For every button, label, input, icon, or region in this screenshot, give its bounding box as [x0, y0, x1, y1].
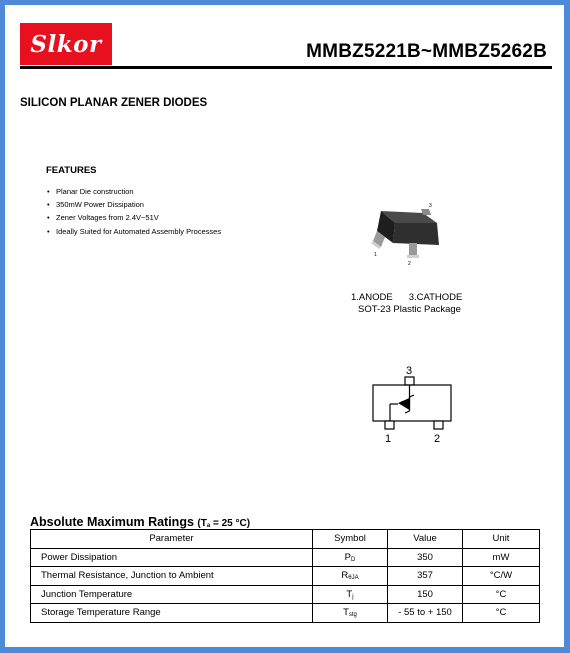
datasheet-page: [5, 5, 564, 647]
pin3-description: 3.CATHODE: [408, 292, 463, 303]
parameter-cell: Storage Temperature Range: [31, 604, 313, 623]
schematic-pin1-label: 1: [385, 433, 392, 445]
schematic-pin3-pad: [405, 377, 414, 385]
ratings-table: [30, 529, 540, 623]
features-heading: FEATURES: [46, 165, 97, 176]
schematic-pin3-label: 3: [406, 365, 413, 377]
parameter-cell: Thermal Resistance, Junction to Ambient: [31, 567, 313, 586]
part-range-title: MMBZ5221B~MMBZ5262B: [306, 41, 547, 62]
pin1-description: 1.ANODE: [351, 292, 393, 303]
symbol-main: P: [344, 551, 351, 563]
condition-sub: a: [206, 523, 211, 529]
symbol-sub: D: [351, 556, 356, 563]
unit-cell: °C: [463, 604, 540, 623]
parameter-cell: Power Dissipation: [31, 548, 313, 567]
feature-item: • Zener Voltages from 2.4V~51V: [47, 211, 221, 224]
package-pin-label: 2: [408, 261, 411, 267]
symbol-sub: stg: [348, 612, 357, 619]
symbol-cell: [313, 567, 388, 586]
symbol-cell: [313, 548, 388, 567]
symbol-sub: θJA: [348, 575, 359, 582]
package-description: SOT-23 Plastic Package: [358, 304, 461, 315]
header-rule: [20, 66, 552, 69]
schematic-pin1-pad: [385, 421, 394, 429]
pin-description: [351, 292, 462, 303]
features-list: [47, 185, 221, 238]
unit-cell: °C: [463, 585, 540, 604]
header-parameter: Parameter: [31, 530, 313, 549]
header-unit: Unit: [463, 530, 540, 549]
parameter-cell: Junction Temperature: [31, 585, 313, 604]
document-title: SILICON PLANAR ZENER DIODES: [20, 97, 208, 109]
schematic-pin2-pad: [434, 421, 443, 429]
unit-cell: mW: [463, 548, 540, 567]
header-value: Value: [388, 530, 463, 549]
ratings-condition: [197, 518, 250, 529]
sot23-package-image: [365, 201, 445, 271]
table-row: [31, 604, 540, 623]
symbol-main: T: [346, 588, 353, 600]
value-cell: 350: [388, 548, 463, 567]
symbol-cell: [313, 604, 388, 623]
feature-item: • Ideally Suited for Automated Assembly Processes: [47, 225, 221, 238]
symbol-cell: [313, 585, 388, 604]
ratings-title-text: Absolute Maximum Ratings: [30, 515, 194, 529]
value-cell: 357: [388, 567, 463, 586]
condition-close: = 25 °C): [210, 518, 251, 529]
schematic-body: [373, 385, 451, 421]
table-row: [31, 585, 540, 604]
symbol-sub: j: [352, 593, 354, 600]
condition-open: (T: [197, 518, 207, 529]
schematic-pin2-label: 2: [434, 433, 441, 445]
zener-diode-symbol: [398, 398, 410, 410]
pinout-schematic: [365, 360, 465, 450]
ratings-title: [30, 515, 250, 529]
symbol-main: T: [343, 607, 349, 619]
table-row: [31, 548, 540, 567]
feature-item: • 350mW Power Dissipation: [47, 198, 221, 211]
slkor-logo: [20, 23, 112, 65]
unit-cell: °C/W: [463, 567, 540, 586]
symbol-main: R: [341, 570, 349, 582]
header-symbol: Symbol: [313, 530, 388, 549]
feature-item: • Planar Die construction: [47, 185, 221, 198]
package-pin-label: 1: [374, 252, 377, 258]
value-cell: 150: [388, 585, 463, 604]
package-pin-label: 3: [429, 203, 432, 209]
value-cell: - 55 to + 150: [388, 604, 463, 623]
table-row: [31, 567, 540, 586]
logo-text: Slkor: [30, 30, 102, 58]
table-header-row: [31, 530, 540, 549]
